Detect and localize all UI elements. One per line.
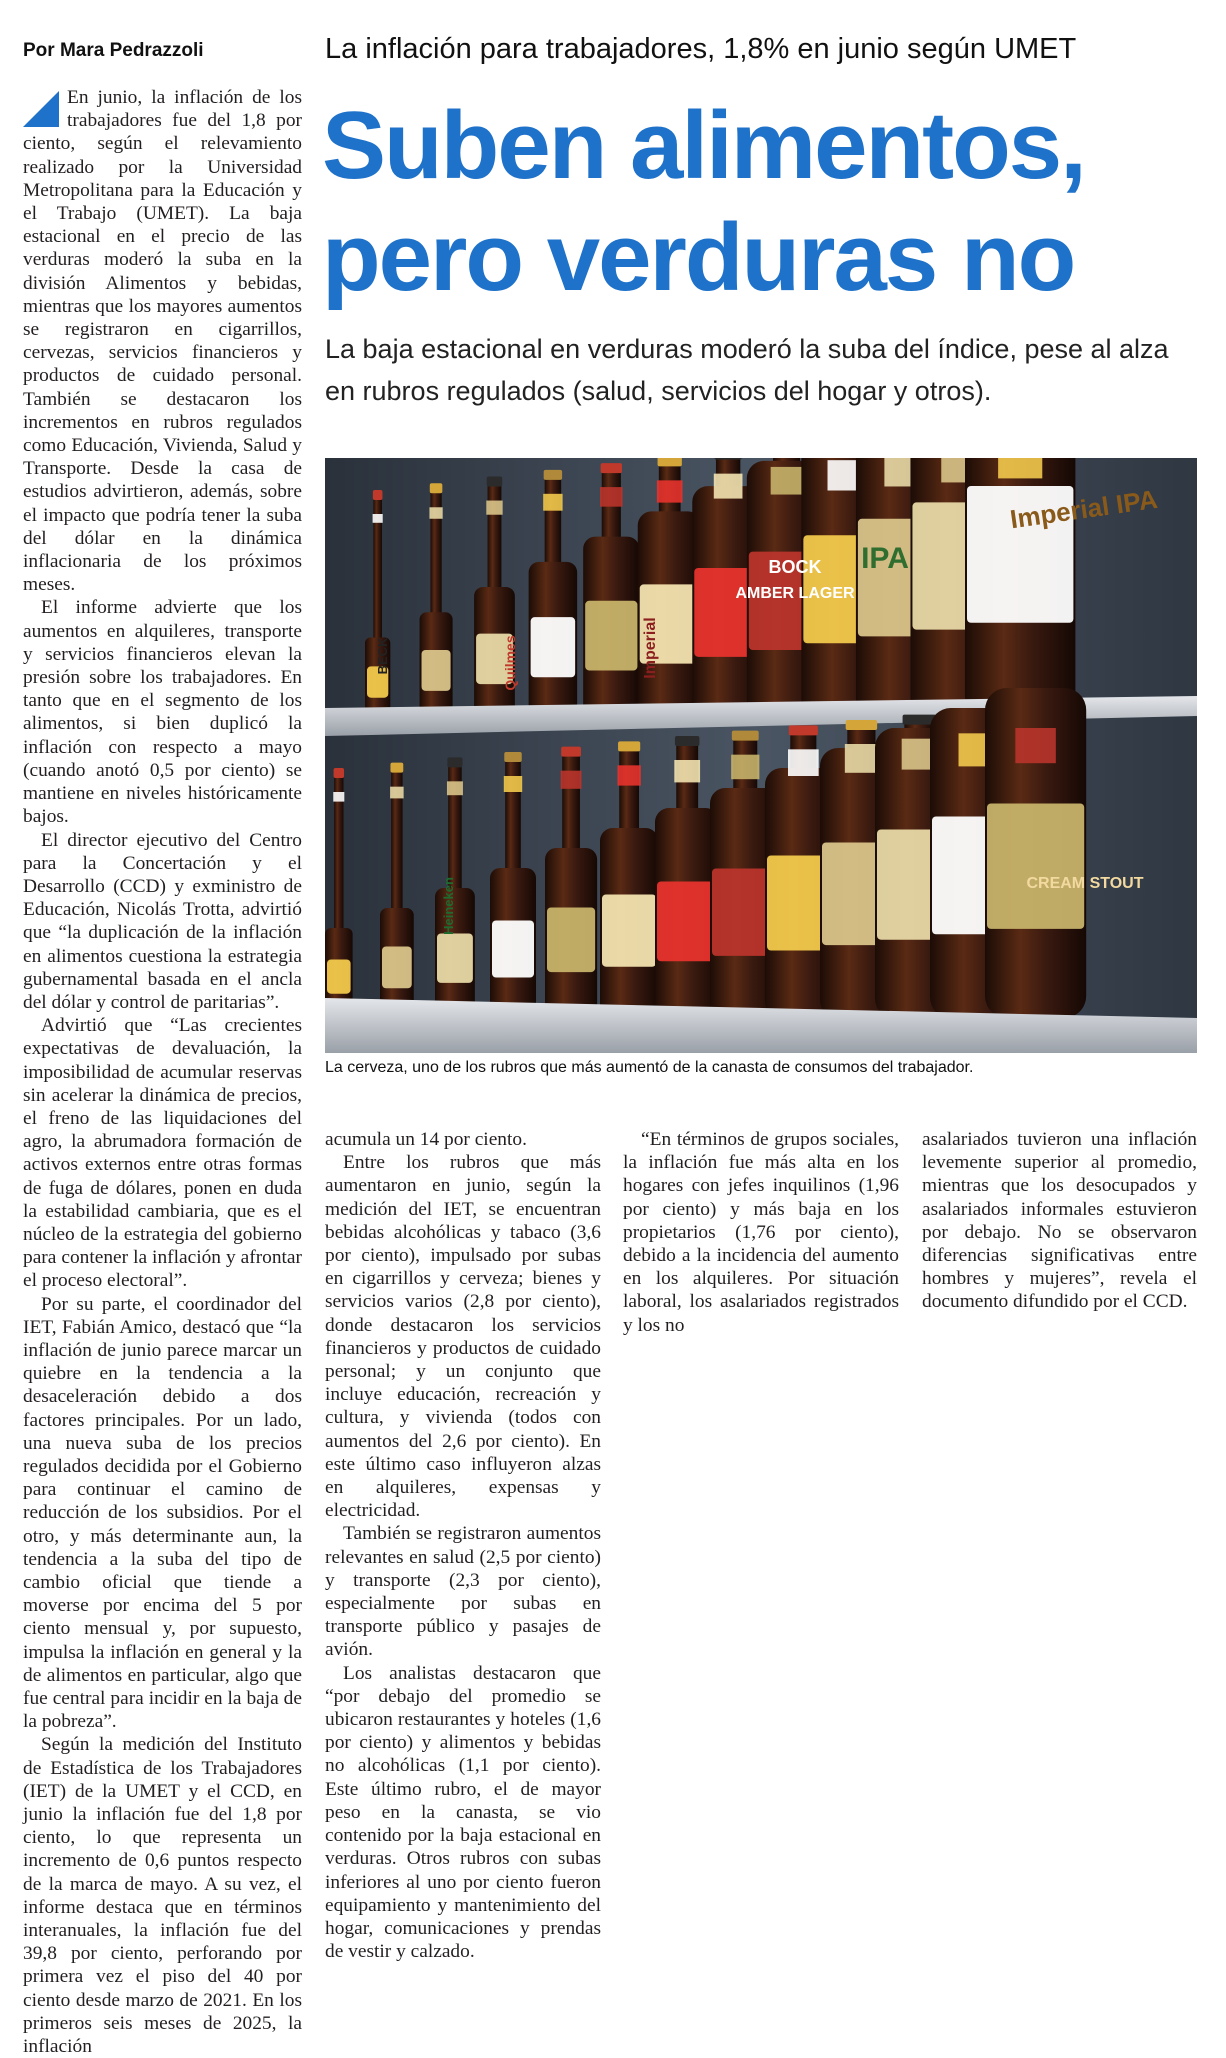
bottle-label-text: Imperial bbox=[642, 617, 659, 679]
bottle-label-text: Heineken bbox=[441, 877, 456, 935]
paragraph: El director ejecutivo del Centro para la Concertación y el Desarrollo (CCD) y exministro de Educación, Nicolás Trotta, advirtió que “la duplicación de la inflación en alimentos cuestiona la estrategia gubernamental basada en el ancla del dólar y control de paritarias”. bbox=[23, 829, 302, 1013]
beer-bottle bbox=[985, 688, 1086, 1018]
bottle-label-text: Quilmes bbox=[502, 635, 518, 691]
paragraph: Los analistas destacaron que “por debajo del promedio se ubicaron restaurantes y hoteles (1,6 por ciento) y alimentos y bebidas no alcohólicas (1,1 por ciento). Este último rubro, el de mayor peso en la canasta, se vio contenido por la baja estacional en verduras. Otros rubros con subas inferiores al uno por ciento fueron equipamiento y mantenimiento del hogar, comunicaciones y prendas de vestir y calzado. bbox=[325, 1662, 601, 1963]
subheadline: La baja estacional en verduras moderó la suba del índice, pese al alza en rubros regulados (salud, servicios del hogar y otros). bbox=[325, 334, 1169, 406]
lead-triangle-mark bbox=[23, 91, 59, 127]
article-photo bbox=[325, 458, 1197, 1053]
body-column-1 bbox=[23, 86, 302, 2058]
paragraph: acumula un 14 por ciento. bbox=[325, 1129, 527, 1150]
main-headline: Suben alimentos, pero verduras no bbox=[322, 92, 1085, 311]
paragraph: Entre los rubros que más aumentaron en junio, según la medición del IET, se encuentran bebidas alcohólicas y tabaco (3,6 por ciento), impulsado por subas en cigarrillos y cerveza; bienes y servicios varios (2,8 por ciento), donde destacaron los servicios financieros y productos de cuidado personal; y un conjunto que incluye educación, recreación y cultura, y vivienda (todos con aumentos del 2,6 por ciento). En este último caso influyeron alzas en alquileres, expensas y electricidad. bbox=[325, 1152, 601, 1522]
paragraph bbox=[23, 86, 302, 596]
body-column-3 bbox=[623, 1128, 899, 1337]
bottle-label-text: CREAM STOUT bbox=[1026, 875, 1144, 892]
body-column-2 bbox=[325, 1128, 601, 1963]
paragraph: “En términos de grupos sociales, la inflación fue más alta en los hogares con jefes inquilinos (1,96 por ciento) y más baja en los propietarios (1,76 por ciento), debido a la incidencia del aumento en los alquileres. Por situación laboral, los asalariados registrados y los no bbox=[623, 1129, 899, 1336]
paragraph: El informe advierte que los aumentos en alquileres, transporte y servicios financieros elevan la presión sobre los trabajadores. En tanto que en el segmento de los alimentos, si bien duplicó la inflación con respecto a mayo (cuando anotó 0,5 por ciento) se mantiene en niveles históricamente bajos. bbox=[23, 597, 302, 828]
kicker-headline: La inflación para trabajadores, 1,8% en junio según UMET bbox=[325, 33, 1077, 65]
paragraph: Según la medición del Instituto de Estadística de los Trabajadores (IET) de la UMET y el CCD, en junio la inflación fue del 1,8 por ciento, lo que representa un incremento de 0,6 puntos respecto de la marca de mayo. A su vez, el informe destaca que en términos interanuales, la inflación fue del 39,8 por ciento, perforando por primera vez el piso del 40 por ciento desde marzo de 2021. En los primeros seis meses de 2025, la inflación bbox=[23, 1734, 302, 2058]
bottle-label-text: BECK bbox=[375, 637, 390, 675]
bottle-label-text: IPA bbox=[861, 542, 909, 575]
paragraph: Advirtió que “Las crecientes expectativas de devaluación, la imposibilidad de acumular reservas sin acelerar la dinámica de precios, el freno de las liquidaciones del agro, la abrumadora formación de activos externos entre otras formas de fuga de dólares, ponen en duda la estabilidad cambiaria, que es el núcleo de la estrategia del gobierno para contener la inflación y afrontar el proceso electoral”. bbox=[23, 1015, 302, 1292]
paragraph-text: En junio, la inflación de los trabajadores fue del 1,8 por ciento, según el relevamiento realizado por la Universidad Metropolitana para la Educación y el Trabajo (UMET). La baja estacional en el precio de las verduras moderó la suba en la división Alimentos y bebidas, mientras que los mayores aumentos se registraron en cigarrillos, cervezas, servicios financieros y productos de cuidado personal. También se destacaron los incrementos en rubros regulados como Educación, Vivienda, Salud y Transporte. Desde la casa de estudios advirtieron, además, sobre el impacto que podría tener la suba del dólar en la dinámica inflacionaria de los próximos meses. bbox=[23, 87, 302, 596]
body-column-4 bbox=[922, 1128, 1197, 1314]
bottle-label-text: BOCK bbox=[768, 557, 822, 577]
beer-shelf-illustration bbox=[325, 458, 1197, 1053]
paragraph: asalariados tuvieron una inflación levemente superior al promedio, mientras que los desocupados y asalariados informales estuvieron por debajo. No se observaron diferencias significativas entre hombres y mujeres”, revela el documento difundido por el CCD. bbox=[922, 1129, 1197, 1313]
photo-caption: La cerveza, uno de los rubros que más aumentó de la canasta de consumos del trabajador. bbox=[325, 1059, 974, 1076]
byline: Por Mara Pedrazzoli bbox=[23, 40, 204, 61]
bottle-label-text: Imperial IPA bbox=[1008, 483, 1160, 535]
bottle-label-text: AMBER LAGER bbox=[735, 585, 855, 602]
paragraph: También se registraron aumentos relevantes en salud (2,5 por ciento) y transporte (2,3 por ciento), especialmente por subas en transporte público y pasajes de avión. bbox=[325, 1523, 601, 1661]
paragraph: Por su parte, el coordinador del IET, Fabián Amico, destacó que “la inflación de junio parece marcar un quiebre en la tendencia a la desaceleración debido a dos factores principales. Por un lado, una nueva suba de los precios regulados decidida por el Gobierno para continuar el camino de reducción de los subsidios. Por el otro, y más determinante aun, la tendencia a la suba del tipo de cambio oficial que tiende a moverse por encima del 5 por ciento mensual y, por supuesto, impulsa la inflación en general y la de alimentos en particular, algo que fue central para incidir en la baja de la pobreza”. bbox=[23, 1293, 302, 1733]
